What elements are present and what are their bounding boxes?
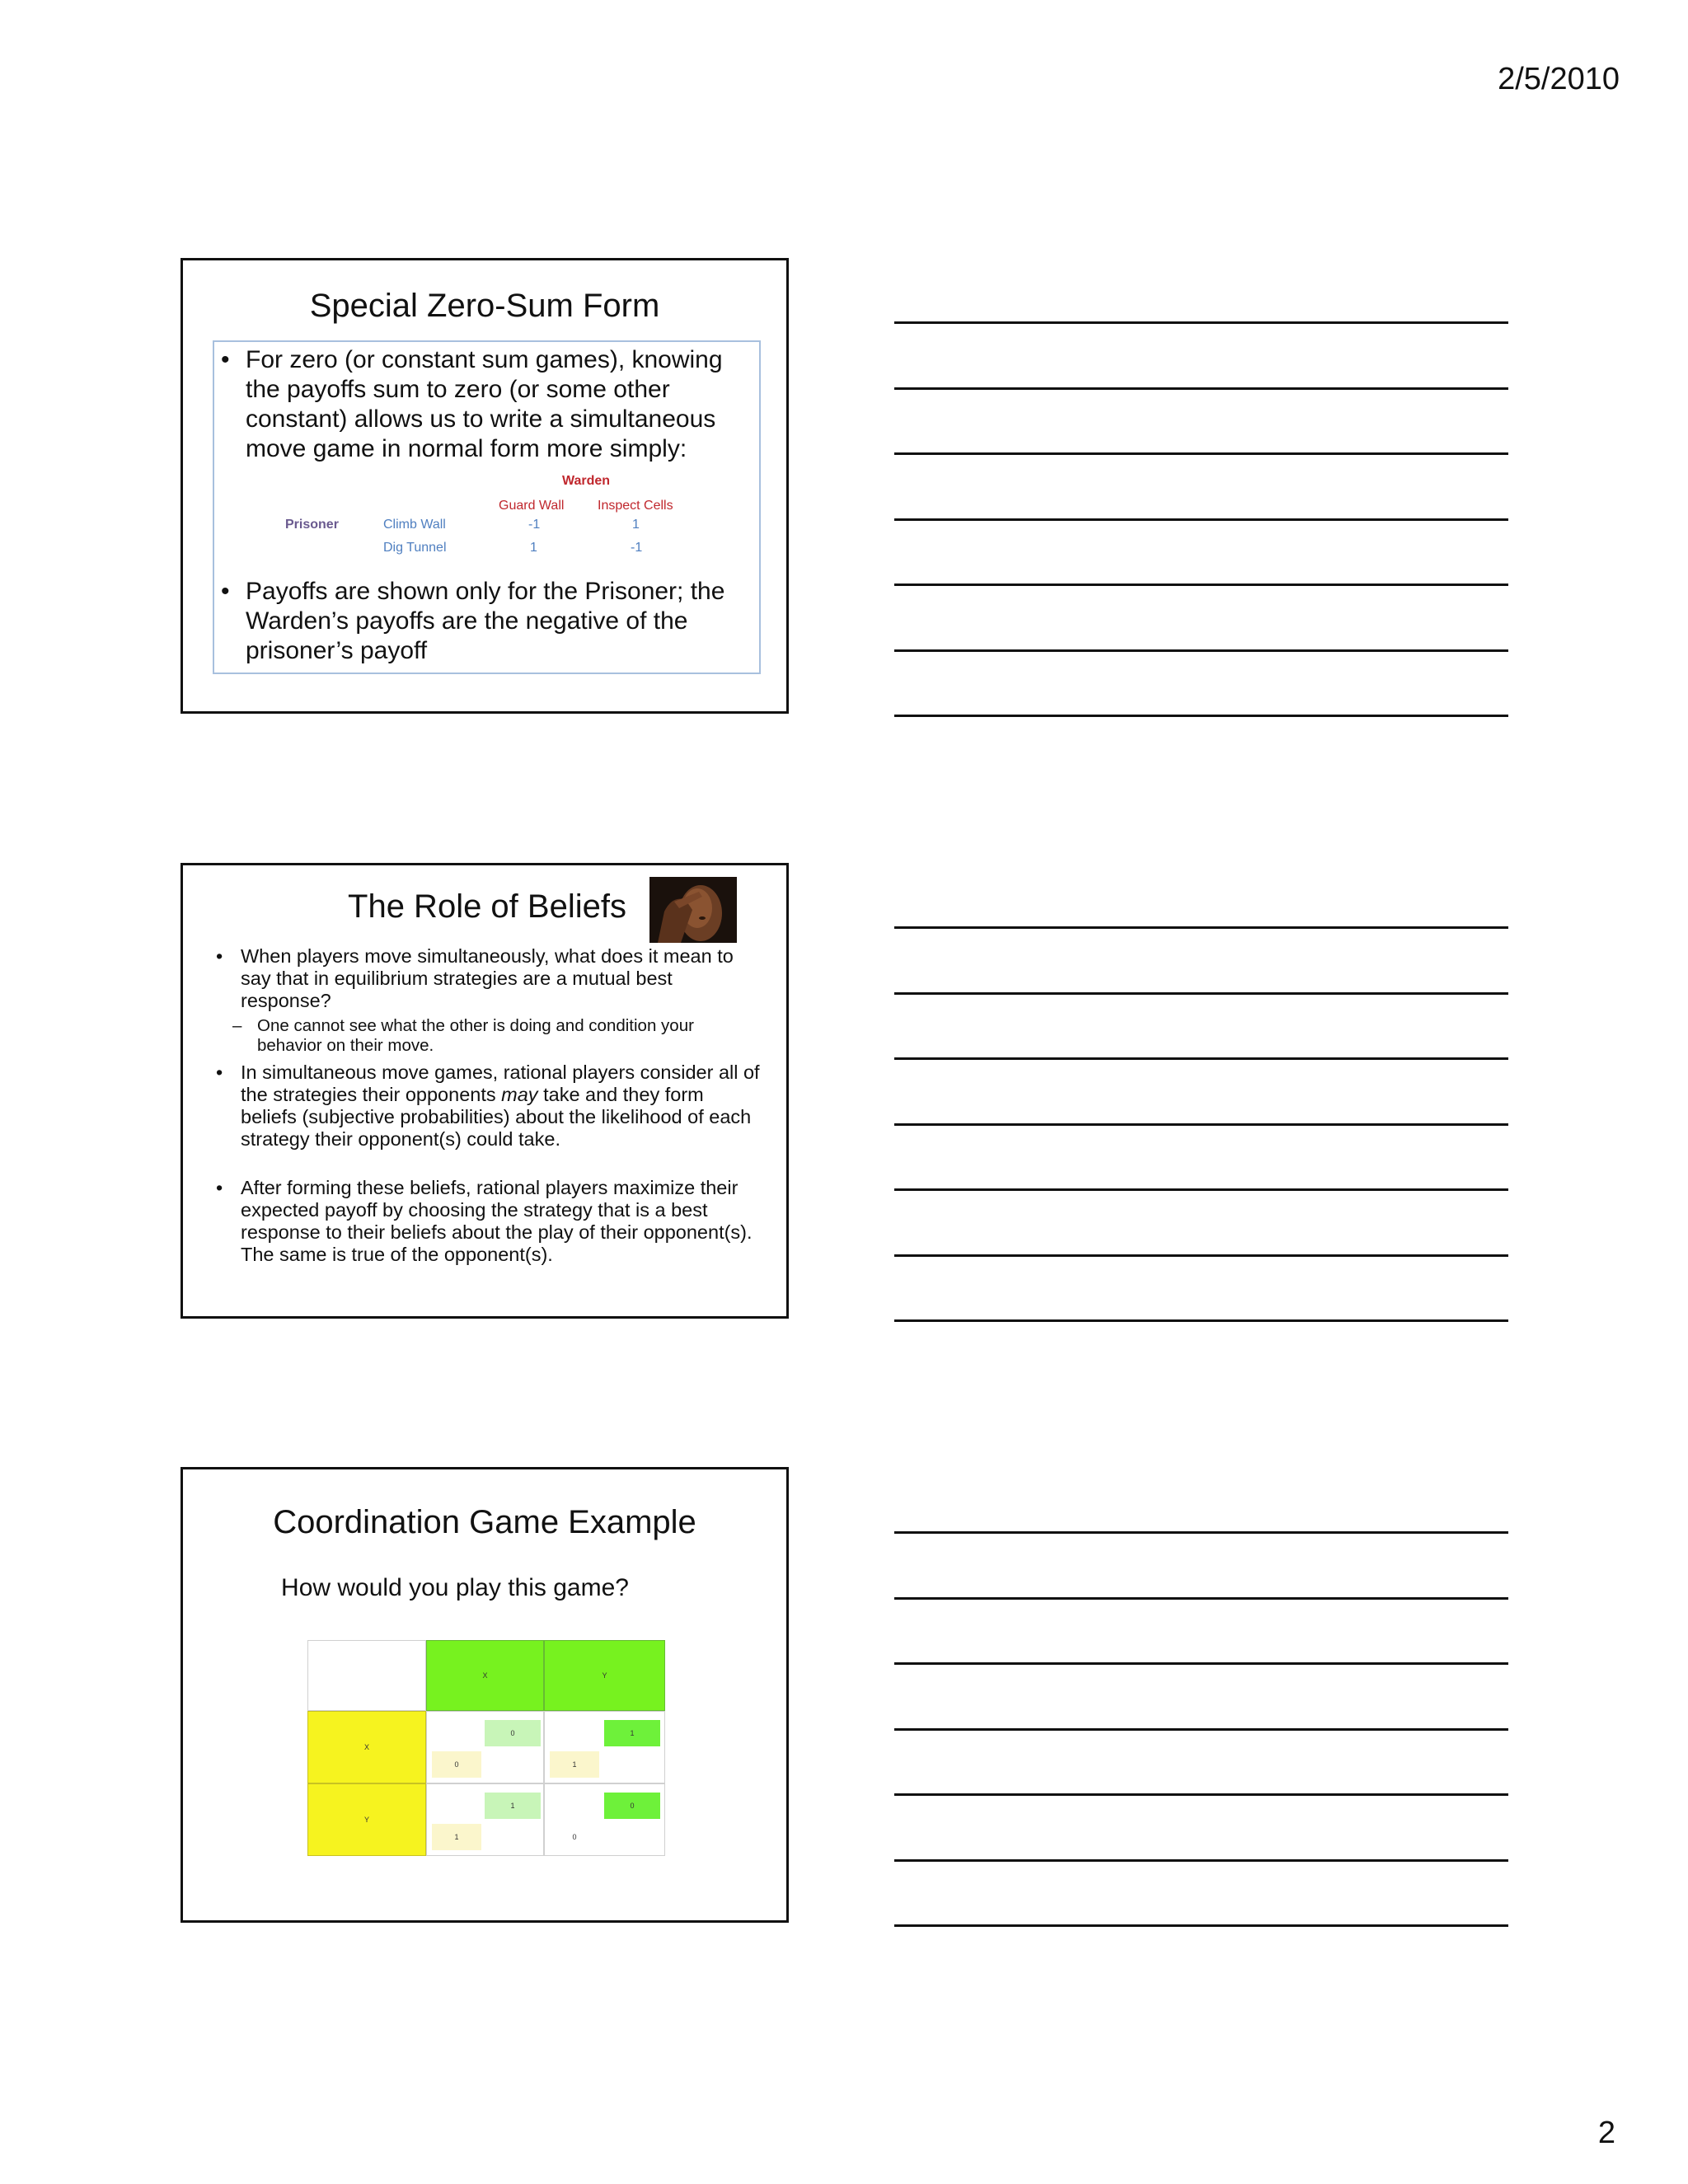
note-line [894, 649, 1508, 652]
note-line [894, 1662, 1508, 1665]
payoff-value: 1 [632, 518, 640, 532]
note-line [894, 1793, 1508, 1796]
row-header-x: X [307, 1711, 426, 1783]
note-line [894, 452, 1508, 455]
corner-cell [307, 1640, 426, 1711]
game-matrix [307, 1640, 665, 1856]
page-date: 2/5/2010 [1498, 62, 1620, 96]
note-line [894, 992, 1508, 995]
payoff-cell [426, 1711, 544, 1783]
bullet-dot-icon: • [216, 945, 223, 967]
note-line [894, 1188, 1508, 1191]
slide-title: Special Zero-Sum Form [309, 288, 660, 324]
payoff-cell [544, 1711, 665, 1783]
note-line [894, 1597, 1508, 1600]
bullet-prisoner-payoffs: • Payoffs are shown only for the Prisoner; the Warden’s payoffs are the negative of the prisoner’s payoff [221, 578, 725, 664]
column-payoff: 1 [485, 1793, 541, 1819]
slide-subtitle: How would you play this game? [281, 1574, 629, 1601]
sub-bullet-cannot-see: – One cannot see what the other is doing and condition your behavior on their move. [232, 1016, 694, 1055]
row-label: Climb Wall [383, 518, 446, 532]
content-box [213, 340, 761, 674]
note-line [894, 1057, 1508, 1060]
column-player-label: Warden [562, 474, 611, 488]
bullet-mutual-best-response: • When players move simultaneously, what does it mean to say that in equilibrium strategies are a mutual best response? [216, 945, 734, 1011]
slide-title: The Role of Beliefs [348, 888, 626, 925]
payoff-cell [426, 1783, 544, 1856]
payoff-value: -1 [528, 518, 541, 532]
page-number: 2 [1597, 2116, 1615, 2150]
note-line [894, 321, 1508, 324]
note-line [894, 1859, 1508, 1862]
column-header: Inspect Cells [598, 499, 673, 513]
slide-role-of-beliefs [181, 863, 789, 1319]
thinking-person-image [649, 877, 737, 943]
slide-title: Coordination Game Example [273, 1504, 696, 1540]
note-line [894, 1319, 1508, 1322]
note-line [894, 518, 1508, 521]
note-line [894, 583, 1508, 586]
note-line [894, 387, 1508, 390]
row-header-y: Y [307, 1783, 426, 1856]
note-line [894, 1123, 1508, 1126]
bullet-dot-icon: • [221, 346, 230, 373]
row-payoff: 0 [550, 1824, 599, 1850]
column-payoff: 1 [604, 1720, 660, 1746]
bullet-dot-icon: • [221, 578, 230, 605]
row-payoff: 1 [432, 1824, 481, 1850]
dash-icon: – [232, 1016, 242, 1035]
bullet-form-beliefs: • In simultaneous move games, rational players consider all of the strategies their opponents may take and they form beliefs (subjective probabilities) about the likelihood of each strategy their opponent(s) could take. [216, 1062, 760, 1150]
note-line [894, 715, 1508, 717]
column-header: Guard Wall [499, 499, 565, 513]
note-line [894, 1924, 1508, 1927]
bullet-zero-sum: • For zero (or constant sum games), knowing the payoffs sum to zero (or some other constant) allows us to write a simultaneous move game in normal form more simply: [221, 346, 723, 462]
slide-zero-sum-form [181, 258, 789, 714]
payoff-value: 1 [530, 541, 537, 555]
column-payoff: 0 [485, 1720, 541, 1746]
row-payoff: 0 [432, 1751, 481, 1778]
row-payoff: 1 [550, 1751, 599, 1778]
payoff-value: -1 [631, 541, 643, 555]
row-label: Dig Tunnel [383, 541, 447, 555]
column-payoff: 0 [604, 1793, 660, 1819]
bullet-dot-icon: • [216, 1062, 223, 1083]
slide-coordination-game [181, 1467, 789, 1923]
bullet-maximize-payoff: • After forming these beliefs, rational players maximize their expected payoff by choosing the strategy that is a best response to their beliefs about the play of their opponent(s). The same is true of the opponent(s). [216, 1177, 753, 1265]
note-line [894, 926, 1508, 929]
note-line [894, 1531, 1508, 1534]
column-header-y: Y [544, 1640, 665, 1711]
note-line [894, 1728, 1508, 1731]
bullet-dot-icon: • [216, 1177, 223, 1198]
note-line [894, 1254, 1508, 1257]
payoff-cell [544, 1783, 665, 1856]
row-player-label: Prisoner [285, 518, 339, 532]
column-header-x: X [426, 1640, 544, 1711]
